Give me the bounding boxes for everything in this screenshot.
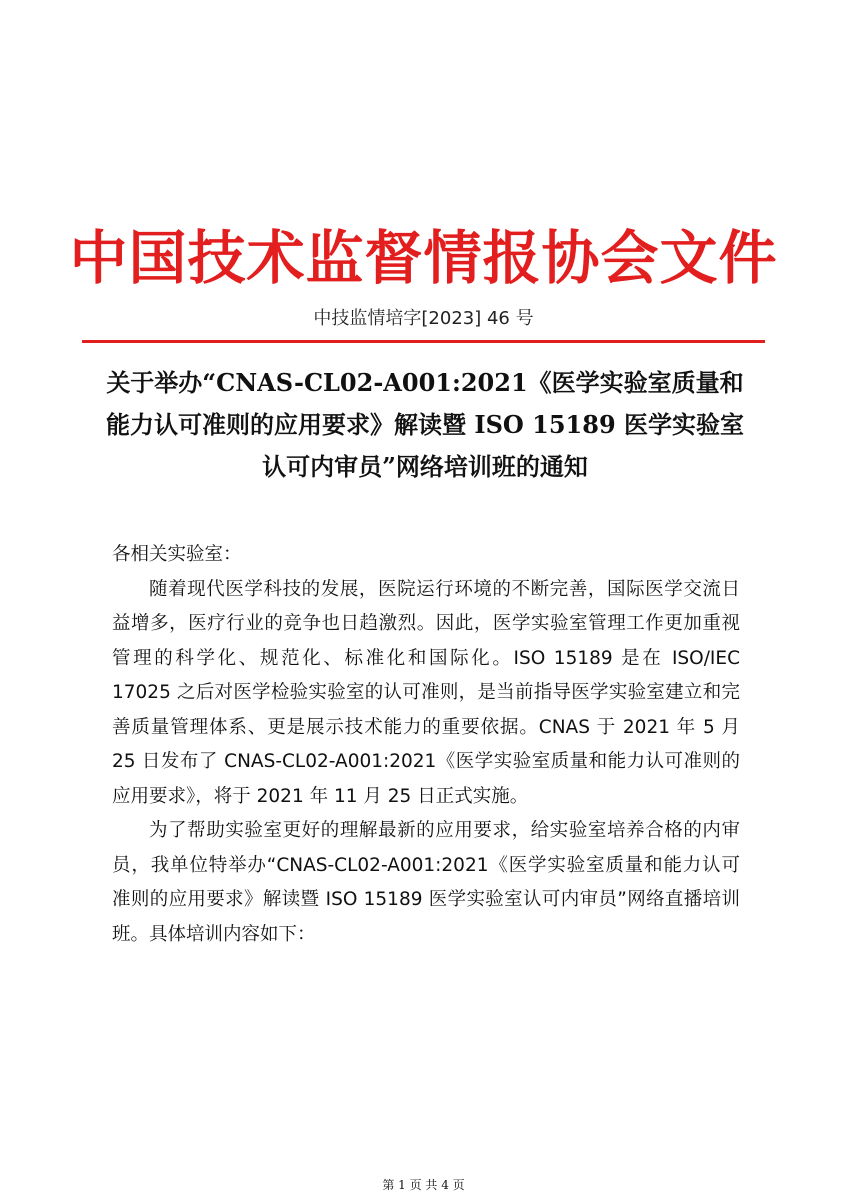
org-masthead-title: 中国技术监督情报协会文件: [69, 224, 778, 292]
notice-body: [112, 538, 740, 952]
body-paragraph-1: 随着现代医学科技的发展，医院运行环境的不断完善，国际医学交流日益增多，医疗行业的竞争也日趋激烈。因此，医学实验室管理工作更加重视管理的科学化、规范化、标准化和国际化。ISO 15189 是在 ISO/IEC 17025 之后对医学检验实验室的认可准则，是当前指导医学实验室建立和完善质量管理体系、更是展示技术能力的重要依据。CNAS 于 2021 年 5 月 25 日发布了 CNAS-CL02-A001:2021《医学实验室质量和能力认可准则的应用要求》，将于 2021 年 11 月 25 日正式实施。: [112, 578, 740, 807]
greeting-line: 各相关实验室：: [112, 544, 242, 565]
page-number-footer: 第 1 页 共 4 页: [382, 1178, 465, 1192]
red-divider-line: [82, 340, 765, 343]
notice-title: 关于举办“CNAS-CL02-A001:2021《医学实验室质量和能力认可准则的应用要求》解读暨 ISO 15189 医学实验室认可内审员”网络培训班的通知: [105, 368, 745, 481]
document-number: 中技监情培字[2023] 46 号: [313, 308, 534, 329]
body-paragraph-2: 为了帮助实验室更好的理解最新的应用要求，给实验室培养合格的内审员，我单位特举办“CNAS-CL02-A001:2021《医学实验室质量和能力认可准则的应用要求》解读暨 ISO 15189 医学实验室认可内审员”网络直播培训班。具体培训内容如下：: [112, 820, 740, 945]
